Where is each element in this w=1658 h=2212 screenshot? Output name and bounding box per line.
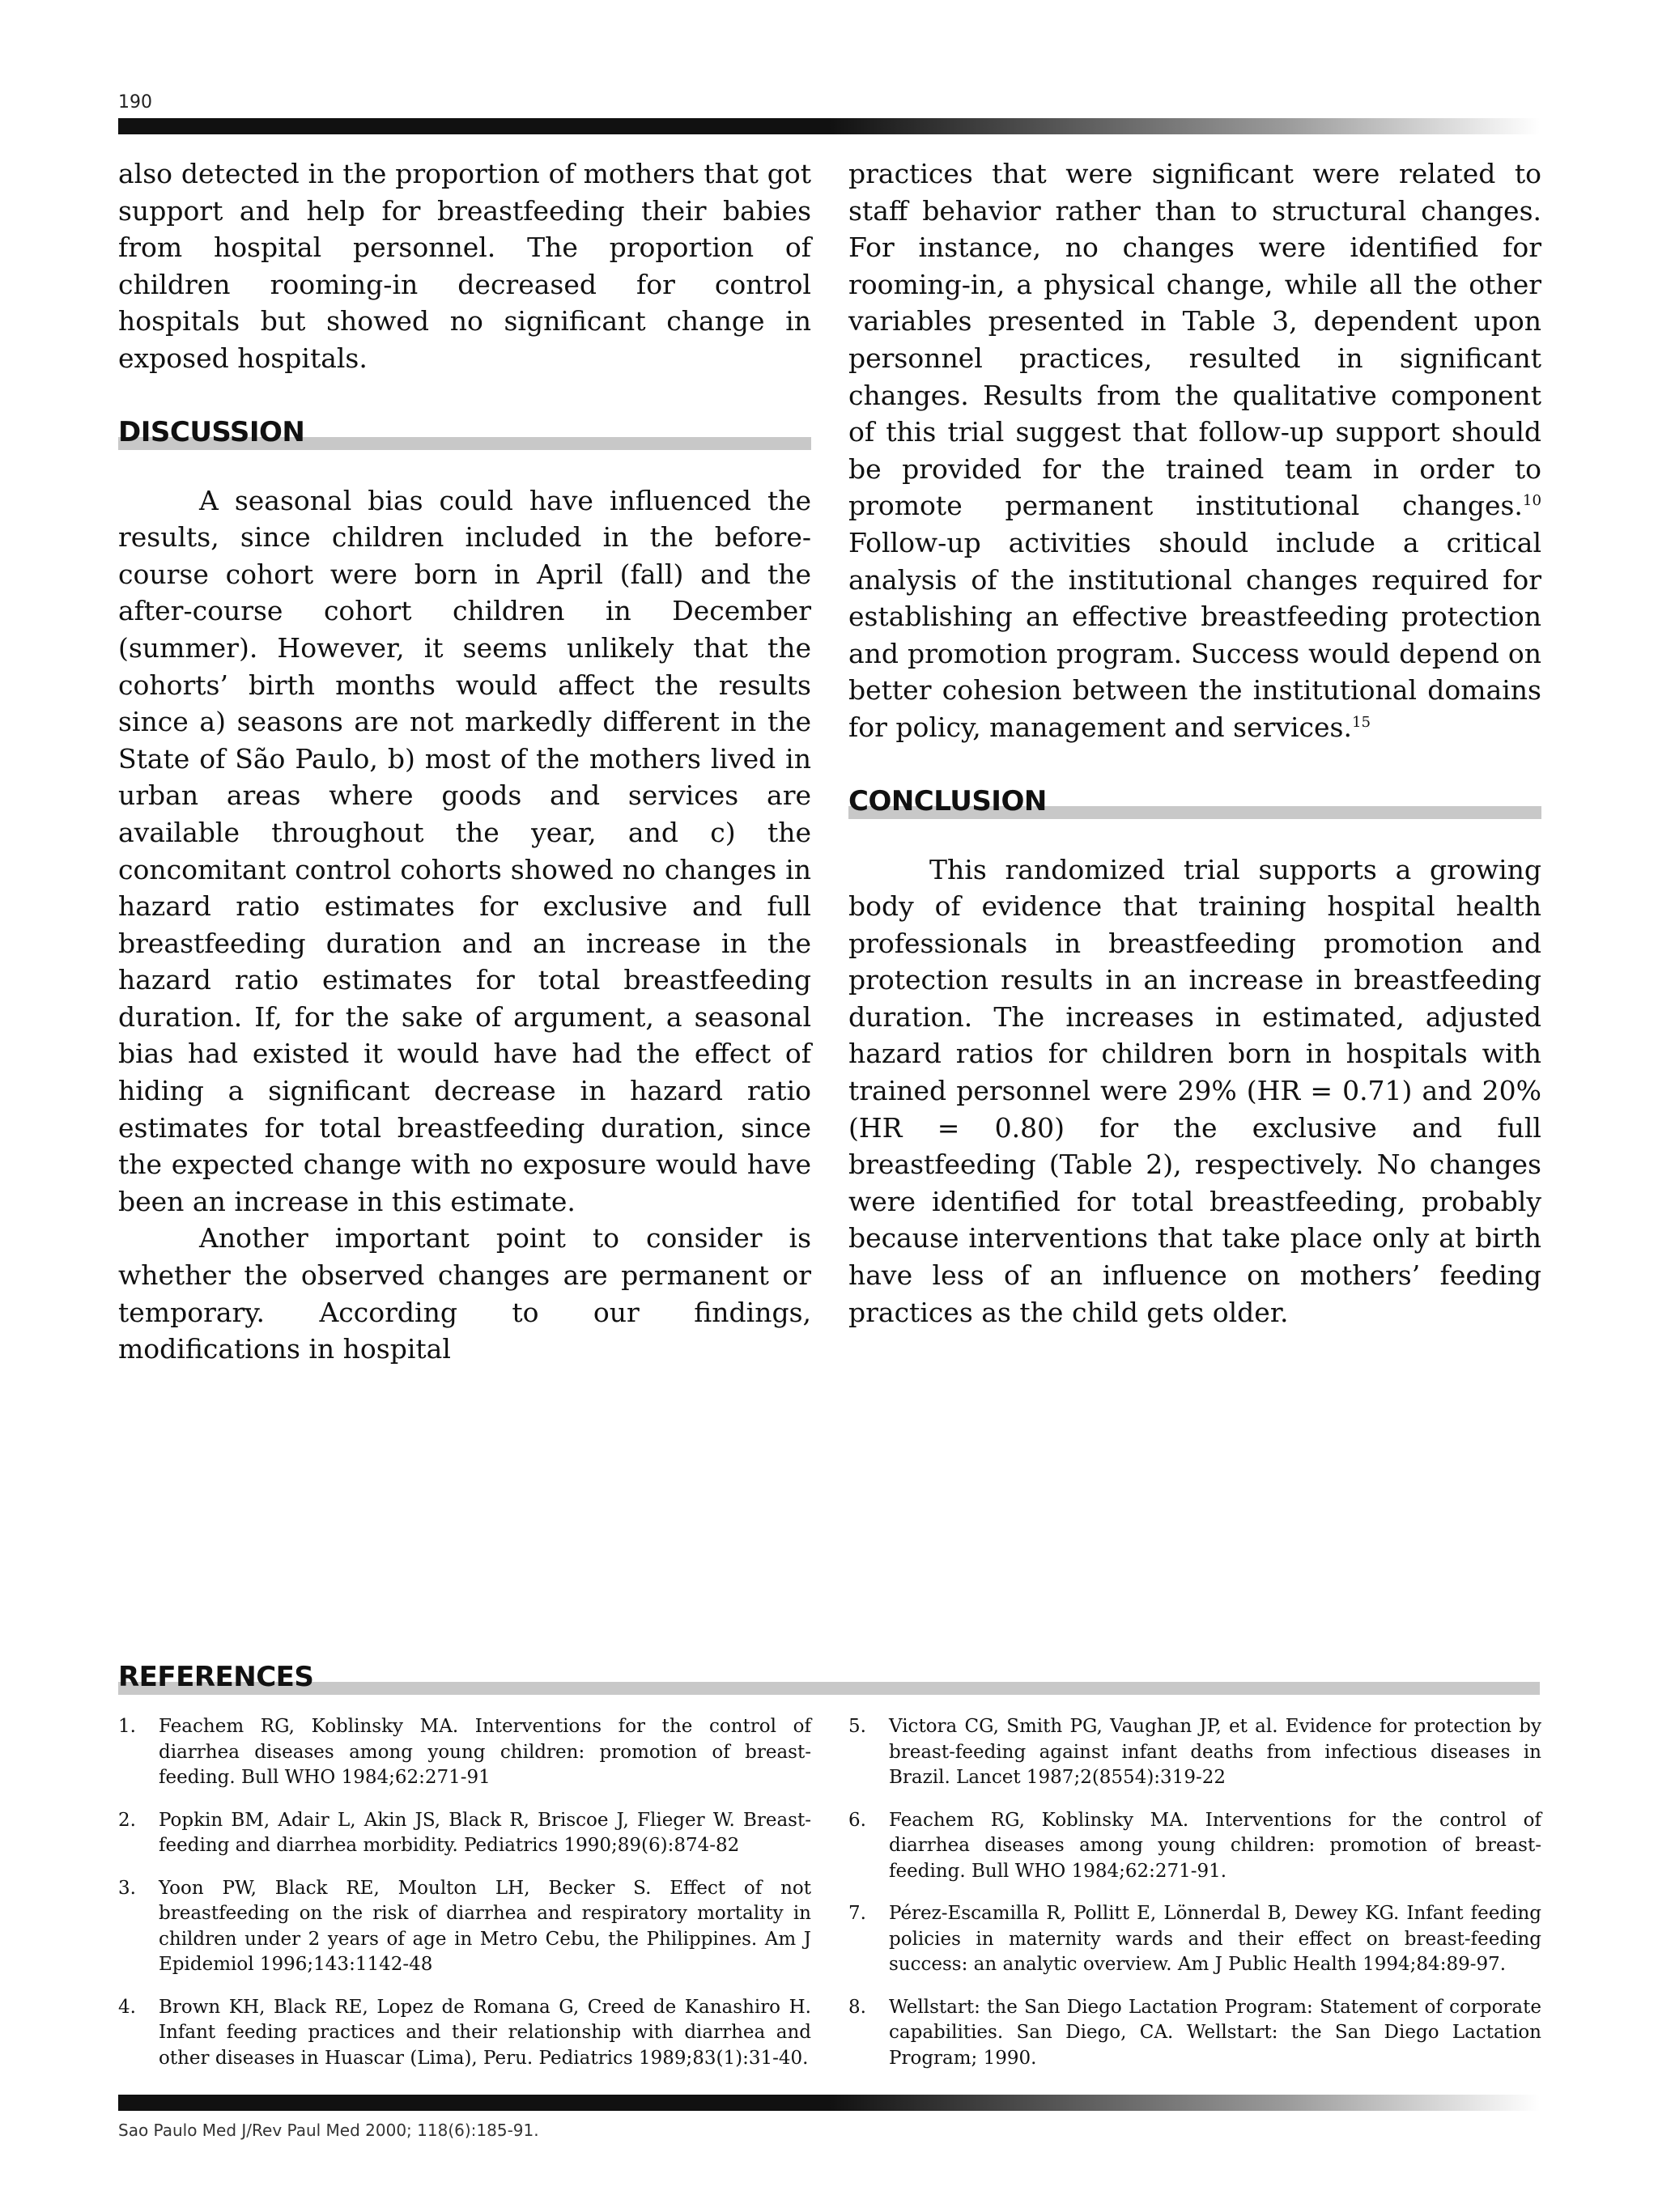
discussion-text-part-2: Follow-up activities should include a critical analysis of the institutional changes required for establishing an effective breastfeeding protection and promotion program. Success would depend on better cohesion between the institutional domains for policy, management and services. [848, 526, 1541, 743]
reference-text: Victora CG, Smith PG, Vaughan JP, et al. Evidence for protection by breast-feeding against infant deaths from infectious diseases in Brazil. Lancet 1987;2(8554):319-22 [889, 1716, 1541, 1788]
reference-item [118, 1808, 811, 1859]
reference-number: 1. [118, 1716, 136, 1737]
discussion-text-part-1: practices that were significant were related to staff behavior rather than to structural changes. For instance, no changes were identified for rooming-in, a physical change, while all the other variables presented in Table 3, dependent upon personnel practices, resulted in significant changes. Results from the qualitative component of this trial suggest that follow-up support should be provided for the trained team in order to promote permanent institutional changes. [848, 158, 1541, 522]
left-column [118, 155, 811, 1368]
reference-item [848, 1901, 1541, 1978]
reference-text: Pérez-Escamilla R, Pollitt E, Lönnerdal B, Dewey KG. Infant feeding policies in maternity wards and their effect on breast-feeding success: an analytic overview. Am J Public Health 1994;84:89-97. [889, 1903, 1541, 1975]
reference-text: Wellstart: the San Diego Lactation Program: Statement of corporate capabilities. San Diego, CA. Wellstart: the San Diego Lactation Program; 1990. [889, 1996, 1541, 2069]
conclusion-heading-label: CONCLUSION [848, 784, 1047, 817]
references-left-column [118, 1714, 811, 2088]
right-column [848, 155, 1541, 1331]
references-heading [118, 1659, 1540, 1695]
conclusion-paragraph: This randomized trial supports a growing body of evidence that training hospital health professionals in breastfeeding promotion and protection results in an increase in breastfeeding duration. The increases in estimated, adjusted hazard ratios for children born in hospitals with trained personnel were 29% (HR = 0.71) and 20% (HR = 0.80) for the exclusive and full breastfeeding (Table 2), respectively. No changes were identified for total breastfeeding, probably because interventions that take place only at birth have less of an influence on mothers’ feeding practices as the child gets older. [848, 853, 1541, 1328]
reference-item [848, 1995, 1541, 2072]
reference-text: Feachem RG, Koblinsky MA. Interventions for the control of diarrhea diseases among young children: promotion of breast-feeding. Bull WHO 1984;62:271-91. [889, 1809, 1541, 1882]
discussion-heading [118, 414, 811, 450]
reference-item [848, 1808, 1541, 1885]
reference-item [848, 1714, 1541, 1791]
reference-text: Yoon PW, Black RE, Moulton LH, Becker S. Effect of not breastfeeding on the risk of diarrhea and respiratory mortality in children under 2 years of age in Metro Cebu, the Philippines. Am J Epidemiol 1996;143:1142-48 [159, 1877, 811, 1975]
continuation-paragraph: also detected in the proportion of mothers that got support and help for breastfeeding their babies from hospital personnel. The proportion of children rooming-in decreased for control hospitals but showed no significant change in exposed hospitals. [118, 158, 811, 374]
page-number: 190 [118, 92, 152, 113]
citation-15: 15 [1351, 713, 1371, 731]
journal-citation-footer: Sao Paulo Med J/Rev Paul Med 2000; 118(6):185-91. [118, 2121, 539, 2140]
conclusion-heading [848, 783, 1541, 819]
header-gradient-bar [118, 118, 1540, 134]
reference-number: 7. [848, 1903, 866, 1924]
reference-item [118, 1714, 811, 1791]
footer-gradient-bar [118, 2095, 1540, 2111]
discussion-heading-label: DISCUSSION [118, 415, 305, 448]
reference-number: 5. [848, 1716, 866, 1737]
reference-number: 6. [848, 1809, 866, 1831]
references-heading-label: REFERENCES [118, 1661, 314, 1693]
reference-item [118, 1995, 811, 2072]
reference-number: 4. [118, 1996, 136, 2018]
discussion-paragraph-1: A seasonal bias could have influenced the results, since children included in the before-course cohort were born in April (fall) and the after-course cohort children in December (summer). However, it seems unlikely that the cohorts’ birth months would affect the results since a) seasons are not markedly different in the State of São Paulo, b) most of the mothers lived in urban areas where goods and services are available throughout the year, and c) the concomitant control cohorts showed no changes in hazard ratio estimates for exclusive and full breastfeeding duration and an increase in the hazard ratio estimates for total breastfeeding duration. If, for the sake of argument, a seasonal bias had existed it would have had the effect of hiding a significant decrease in hazard ratio estimates for total breastfeeding duration, since the expected change with no exposure would have been an increase in this estimate. [118, 484, 811, 1217]
reference-text: Brown KH, Black RE, Lopez de Romana G, Creed de Kanashiro H. Infant feeding practices and their relationship with diarrhea and other diseases in Huascar (Lima), Peru. Pediatrics 1989;83(1):31-40. [159, 1996, 811, 2069]
reference-number: 8. [848, 1996, 866, 2018]
reference-number: 2. [118, 1809, 136, 1831]
reference-number: 3. [118, 1877, 136, 1899]
heading-rule [118, 1682, 1540, 1695]
references-right-column [848, 1714, 1541, 2088]
discussion-paragraph-2: Another important point to consider is whether the observed changes are permanent or temporary. According to our findings, modifications in hospital [118, 1222, 811, 1365]
reference-text: Popkin BM, Adair L, Akin JS, Black R, Briscoe J, Flieger W. Breast-feeding and diarrhea morbidity. Pediatrics 1990;89(6):874-82 [159, 1809, 811, 1856]
reference-item [118, 1876, 811, 1978]
citation-10: 10 [1522, 492, 1541, 510]
reference-text: Feachem RG, Koblinsky MA. Interventions for the control of diarrhea diseases among young children: promotion of breast-feeding. Bull WHO 1984;62:271-91 [159, 1716, 811, 1788]
discussion-paragraph-2-continued [848, 155, 1541, 746]
